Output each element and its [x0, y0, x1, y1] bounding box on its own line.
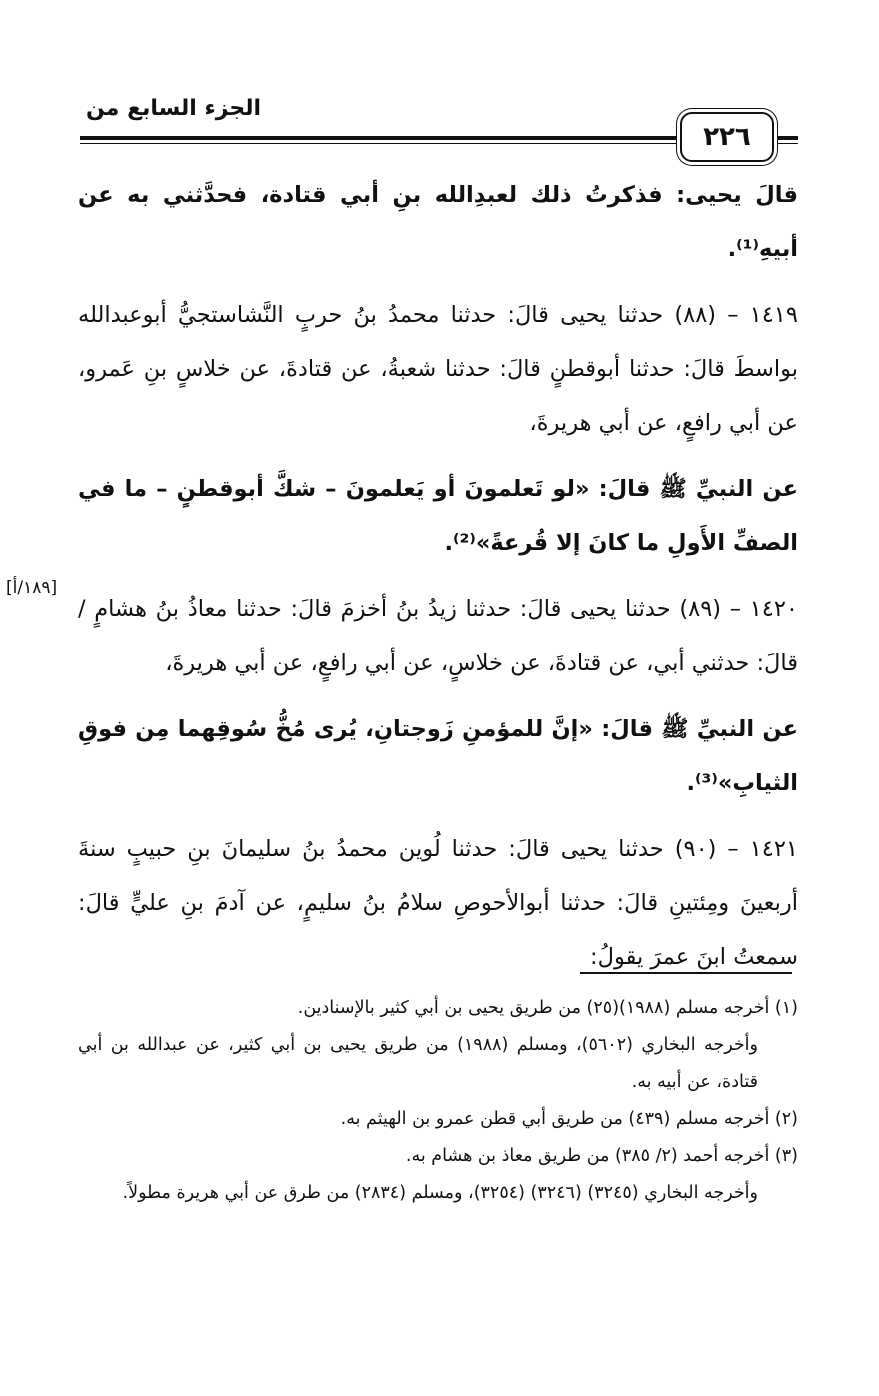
paragraph-hadith-1421: ١٤٢١ – (٩٠) حدثنا يحيى قالَ: حدثنا لُوين محمدُ بنُ سليمانَ بنِ حبيبٍ سنةَ أربعينَ ومِئتينِ قالَ: حدثنا أبوالأحوصِ سلامُ بنُ سليمٍ، عن آدمَ بنِ عليٍّ قالَ: سمعتُ ابنَ عمرَ يقولُ:: [78, 836, 798, 970]
footnote-3: (٣) أخرجه أحمد (٢/ ٣٨٥) من طريق معاذ بن هشام به.: [405, 1146, 798, 1166]
footnote-divider: [580, 972, 792, 974]
paragraph-hadith-1419: ١٤١٩ – (٨٨) حدثنا يحيى قالَ: حدثنا محمدُ بنُ حربٍ النَّشاستجيُّ أبوعبدالله بواسطَ قالَ: حدثنا أبوقطنٍ قالَ: حدثنا شعبةُ، عن قتادةَ، عن خلاسٍ بنِ عَمرو، عن أبي رافعٍ، عن أبي هريرةَ،: [78, 302, 798, 436]
margin-note: [١٨٩/أ]: [6, 578, 58, 598]
page-number: ٢٢٦: [680, 112, 774, 162]
footnotes: [78, 990, 798, 1212]
header-rule-thin: [80, 143, 680, 144]
footnote-3-cont: وأخرجه البخاري (٣٢٤٥) (٣٢٤٦) (٣٢٥٤)، ومسلم (٢٨٣٤) من طرق عن أبي هريرة مطولاً.: [122, 1183, 758, 1203]
header-rule: [80, 136, 680, 140]
header-rule-right: [772, 136, 798, 140]
paragraph-matn-1419: عن النبيِّ ﷺ قالَ: «لو تَعلمونَ أو يَعلمونَ – شكَّ أبوقطنٍ – ما في الصفِّ الأَولِ ما كانَ إلا قُرعةً»⁽²⁾.: [78, 476, 798, 556]
header-rule-right-thin: [772, 143, 798, 144]
main-text: [78, 168, 798, 984]
footnote-1: (١) أخرجه مسلم (١٩٨٨)(٢٥) من طريق يحيى بن أبي كثير بالإسنادين.: [297, 998, 798, 1018]
running-head: الجزء السابع من: [86, 96, 262, 121]
paragraph-matn-1420: عن النبيِّ ﷺ قالَ: «إنَّ للمؤمنِ زَوجتانِ، يُرى مُخُّ سُوقِهما مِن فوقِ الثيابِ»⁽³⁾.: [78, 716, 798, 796]
paragraph-hadith-1420: ١٤٢٠ – (٨٩) حدثنا يحيى قالَ: حدثنا زيدُ بنُ أخزمَ قالَ: حدثنا معاذُ بنُ هشامٍ / قالَ: حدثني أبي، عن قتادةَ، عن خلاسٍ، عن أبي رافعٍ، عن أبي هريرةَ،: [78, 596, 798, 676]
footnote-1-cont: وأخرجه البخاري (٥٦٠٢)، ومسلم (١٩٨٨) من طريق يحيى بن أبي كثير، عن عبدالله بن أبي قتادة، عن أبيه به.: [78, 1035, 758, 1092]
footnote-2: (٢) أخرجه مسلم (٤٣٩) من طريق أبي قطن عمرو بن الهيثم به.: [340, 1109, 798, 1129]
paragraph-1: قالَ يحيى: فذكرتُ ذلك لعبدِالله بنِ أبي قتادة، فحدَّثني به عن أبيهِ⁽¹⁾.: [78, 182, 798, 262]
